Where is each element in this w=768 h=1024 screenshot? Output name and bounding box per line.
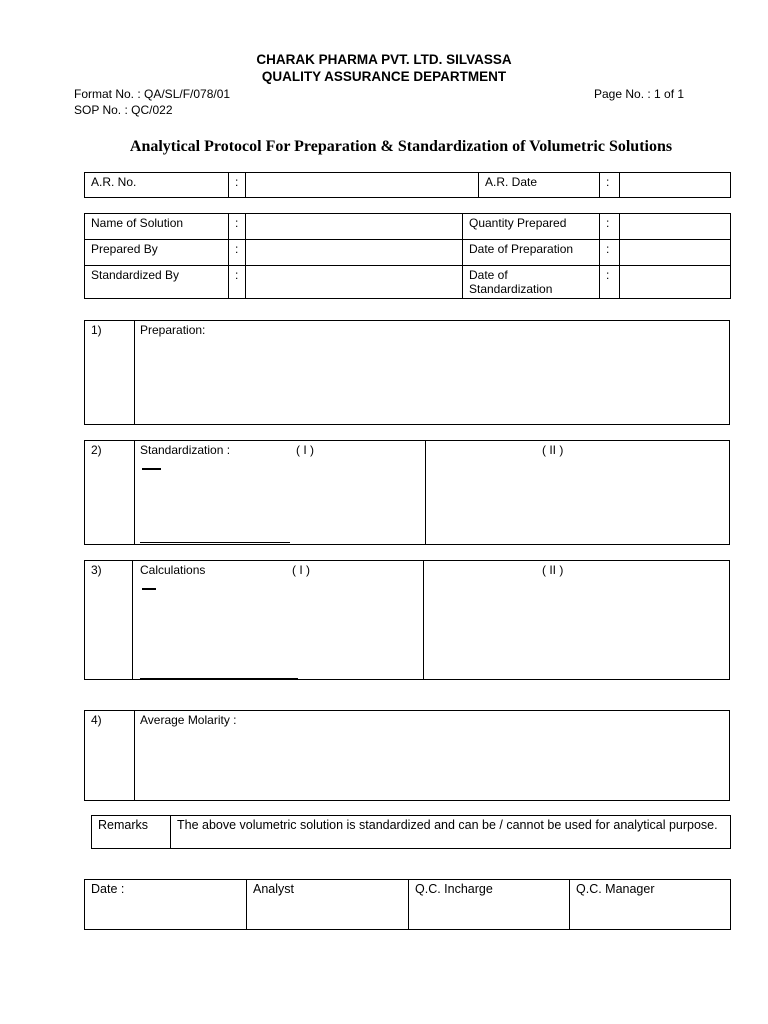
section-number: 3) [91,563,102,577]
document-title: Analytical Protocol For Preparation & Standardization of Volumetric Solutions [129,138,673,155]
remarks-label: Remarks [92,816,171,849]
trial-one-label: ( I ) [292,563,310,577]
date-of-preparation-label: Date of Preparation [463,240,600,266]
ar-table [84,172,731,198]
colon: : [600,240,620,266]
standardized-by-label: Standardized By [85,266,229,299]
date-of-standardization-field[interactable] [620,266,731,299]
sop-number: SOP No. : QC/022 [74,103,173,117]
ar-date-colon: : [600,173,620,198]
section-number: 4) [91,713,102,727]
department-name: QUALITY ASSURANCE DEPARTMENT [261,69,507,84]
calculations-label: Calculations [140,563,206,577]
date-of-standardization-label: Date of Standardization [463,266,600,299]
preparation-section [84,320,730,425]
fraction-bar [142,468,161,470]
standardization-label: Standardization : [140,443,231,457]
average-molarity-label: Average Molarity : [140,713,237,727]
colon: : [600,214,620,240]
date-signature-cell[interactable]: Date : [85,880,247,930]
ar-no-colon: : [229,173,246,198]
page-number: Page No. : 1 of 1 [594,87,685,101]
standardized-by-field[interactable] [246,266,463,299]
prepared-by-label: Prepared By [85,240,229,266]
average-molarity-section [84,710,730,801]
underline [140,542,290,543]
solution-name-field[interactable] [246,214,463,240]
solution-name-label: Name of Solution [85,214,229,240]
format-number: Format No. : QA/SL/F/078/01 [74,87,231,101]
company-name: CHARAK PHARMA PVT. LTD. SILVASSA [256,52,512,67]
analyst-signature-cell[interactable]: Analyst [247,880,409,930]
remarks-table [91,815,731,849]
prepared-by-field[interactable] [246,240,463,266]
calculations-section [84,560,730,680]
signature-table [84,879,731,930]
ar-no-field[interactable] [246,173,479,198]
trial-two-label: ( II ) [542,443,564,457]
ar-date-label: A.R. Date [479,173,600,198]
quantity-prepared-field[interactable] [620,214,731,240]
trial-one-label: ( I ) [296,443,314,457]
ar-date-field[interactable] [620,173,731,198]
section-number: 1) [91,323,102,337]
qc-manager-signature-cell[interactable]: Q.C. Manager [570,880,731,930]
ar-no-label: A.R. No. [85,173,229,198]
colon: : [229,266,246,299]
standardization-section [84,440,730,545]
underline [140,678,298,679]
solution-table [84,213,731,299]
colon: : [600,266,620,299]
colon: : [229,240,246,266]
quantity-prepared-label: Quantity Prepared [463,214,600,240]
fraction-bar [142,588,156,590]
qc-incharge-signature-cell[interactable]: Q.C. Incharge [409,880,570,930]
remarks-text: The above volumetric solution is standardized and can be / cannot be used for analytical purpose. [171,816,731,849]
date-of-preparation-field[interactable] [620,240,731,266]
trial-two-label: ( II ) [542,563,564,577]
preparation-label: Preparation: [140,323,206,337]
section-number: 2) [91,443,102,457]
colon: : [229,214,246,240]
